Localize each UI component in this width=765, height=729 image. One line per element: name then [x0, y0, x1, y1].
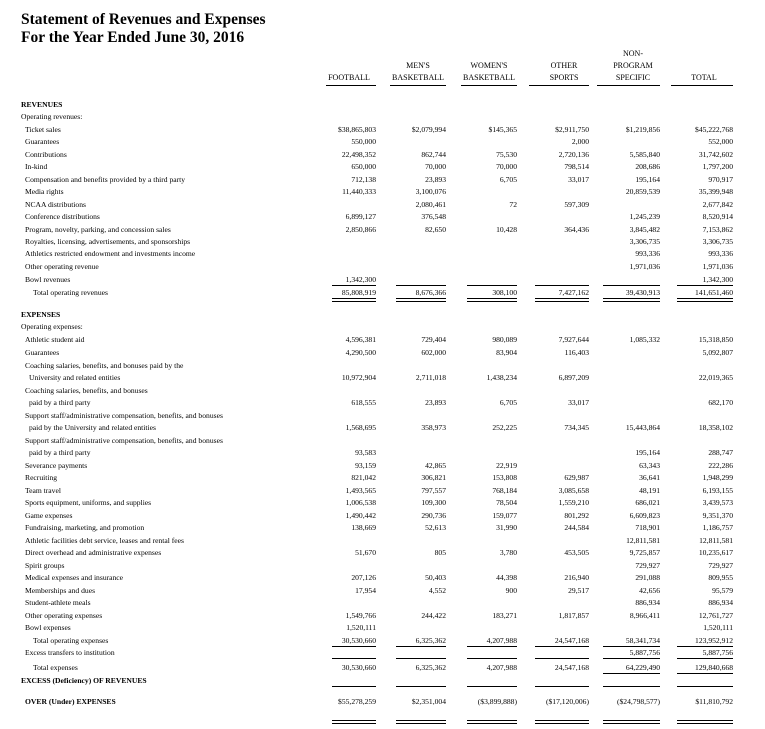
row-label: Total operating expenses — [33, 636, 109, 645]
row-label: In-kind — [25, 162, 48, 171]
amount-cell: 712,138 — [351, 175, 376, 184]
amount-cell: 768,184 — [492, 486, 517, 495]
column-header: MEN'S — [406, 61, 430, 70]
amount-cell: 886,934 — [708, 598, 733, 607]
amount-cell: 970,917 — [708, 175, 733, 184]
amount-cell: 2,720,136 — [558, 150, 589, 159]
amount-cell: 6,705 — [499, 175, 517, 184]
amount-cell: 30,530,660 — [341, 636, 376, 645]
amount-cell: 58,341,734 — [625, 636, 660, 645]
amount-cell: 12,811,581 — [626, 536, 660, 545]
amount-cell: 1,971,036 — [629, 262, 660, 271]
amount-cell: 6,193,155 — [702, 486, 733, 495]
amount-cell: 8,676,366 — [415, 288, 446, 297]
row-label: Compensation and benefits provided by a third party — [25, 175, 186, 184]
total-rule — [603, 658, 660, 659]
amount-cell: 207,126 — [351, 573, 376, 582]
total-rule — [603, 285, 660, 286]
amount-cell: 1,006,538 — [345, 498, 376, 507]
double-underline — [535, 298, 589, 302]
amount-cell: 1,549,766 — [345, 611, 376, 620]
column-header: NON- — [623, 49, 643, 58]
section-heading: EXPENSES — [21, 310, 61, 319]
amount-cell: 797,557 — [421, 486, 446, 495]
amount-cell: 5,092,807 — [702, 348, 733, 357]
amount-cell: 75,530 — [496, 150, 517, 159]
total-rule — [332, 686, 376, 687]
amount-cell: 15,318,850 — [698, 335, 733, 344]
amount-cell: 63,343 — [639, 461, 660, 470]
amount-cell: 10,972,904 — [341, 373, 376, 382]
double-underline — [677, 720, 733, 724]
amount-cell: 23,893 — [425, 398, 446, 407]
amount-cell: 35,399,948 — [698, 187, 733, 196]
amount-cell: 2,850,866 — [345, 225, 376, 234]
amount-cell: 3,306,735 — [629, 237, 660, 246]
statement-period: For the Year Ended June 30, 2016 — [21, 29, 245, 46]
amount-cell: 9,725,857 — [629, 548, 660, 557]
row-label: Contributions — [25, 150, 67, 159]
double-underline — [535, 720, 589, 724]
row-label: Guarantees — [25, 348, 60, 357]
amount-cell: 244,584 — [564, 523, 589, 532]
amount-cell: 734,345 — [564, 423, 589, 432]
amount-cell: 862,744 — [421, 150, 446, 159]
amount-cell: 801,292 — [564, 511, 589, 520]
amount-cell: 1,520,111 — [346, 623, 376, 632]
double-underline — [396, 720, 446, 724]
amount-cell: 24,547,168 — [554, 636, 589, 645]
amount-cell: 1,520,111 — [703, 623, 733, 632]
total-rule — [467, 658, 517, 659]
row-label: Athletic student aid — [25, 335, 85, 344]
amount-cell: 5,887,756 — [629, 648, 660, 657]
amount-cell: 552,000 — [708, 137, 733, 146]
amount-cell: 129,840,668 — [695, 663, 733, 672]
amount-cell: 11,440,333 — [342, 187, 376, 196]
amount-cell: 195,164 — [635, 175, 660, 184]
amount-cell: 886,934 — [635, 598, 660, 607]
amount-cell: 1,438,234 — [486, 373, 517, 382]
total-rule — [467, 285, 517, 286]
amount-cell: $45,222,768 — [695, 125, 733, 134]
row-label: NCAA distributions — [25, 200, 86, 209]
amount-cell: 22,919 — [496, 461, 517, 470]
column-header: TOTAL — [691, 73, 717, 82]
amount-cell: 5,887,756 — [702, 648, 733, 657]
column-header: FOOTBALL — [328, 73, 370, 82]
amount-cell: 4,552 — [428, 586, 446, 595]
amount-cell: 1,186,757 — [702, 523, 733, 532]
row-label: Student-athlete meals — [25, 598, 91, 607]
amount-cell: 7,927,644 — [558, 335, 589, 344]
amount-cell: 364,436 — [564, 225, 589, 234]
row-label: Excess transfers to institution — [25, 648, 115, 657]
double-underline — [603, 298, 660, 302]
amount-cell: 6,705 — [499, 398, 517, 407]
row-label: Team travel — [25, 486, 61, 495]
amount-cell: 51,670 — [355, 548, 376, 557]
amount-cell: 1,568,695 — [345, 423, 376, 432]
amount-cell: 358,973 — [421, 423, 446, 432]
double-underline — [332, 720, 376, 724]
amount-cell: 1,085,332 — [629, 335, 660, 344]
column-header: SPORTS — [549, 73, 579, 82]
amount-cell: 1,948,299 — [702, 473, 733, 482]
amount-cell: 8,966,411 — [629, 611, 660, 620]
row-label: Media rights — [25, 187, 64, 196]
amount-cell: 20,859,539 — [625, 187, 660, 196]
amount-cell: 686,021 — [635, 498, 660, 507]
amount-cell: 1,971,036 — [702, 262, 733, 271]
total-rule — [535, 658, 589, 659]
amount-cell: 29,517 — [568, 586, 589, 595]
double-underline — [396, 298, 446, 302]
double-underline — [677, 298, 733, 302]
amount-cell: 993,336 — [635, 249, 660, 258]
amount-cell: 4,207,988 — [486, 636, 517, 645]
section-heading: OVER (Under) EXPENSES — [25, 697, 116, 706]
amount-cell: 52,613 — [425, 523, 446, 532]
amount-cell: 24,547,168 — [554, 663, 589, 672]
amount-cell: 183,271 — [492, 611, 517, 620]
total-rule — [603, 646, 660, 647]
amount-cell: 3,306,735 — [702, 237, 733, 246]
amount-cell: 85,808,919 — [341, 288, 376, 297]
amount-cell: 22,498,352 — [341, 150, 376, 159]
double-underline — [332, 298, 376, 302]
row-label: Sports equipment, uniforms, and supplies — [25, 498, 152, 507]
row-label: Game expenses — [25, 511, 73, 520]
amount-cell: 30,530,660 — [341, 663, 376, 672]
double-underline — [467, 720, 517, 724]
amount-cell: 4,596,381 — [345, 335, 376, 344]
amount-cell: 900 — [505, 586, 517, 595]
amount-cell: 1,342,300 — [702, 275, 733, 284]
amount-cell: 141,651,460 — [695, 288, 733, 297]
amount-cell: 33,017 — [568, 398, 589, 407]
amount-cell: $38,865,803 — [338, 125, 376, 134]
row-label: paid by the University and related entities — [29, 423, 156, 432]
double-underline — [467, 298, 517, 302]
row-label: paid by a third party — [29, 398, 91, 407]
amount-cell: 729,404 — [421, 335, 446, 344]
row-label: Coaching salaries, benefits, and bonuses — [25, 386, 148, 395]
amount-cell: 980,089 — [492, 335, 517, 344]
amount-cell: 682,170 — [708, 398, 733, 407]
amount-cell: 729,927 — [708, 561, 733, 570]
amount-cell: 116,403 — [564, 348, 589, 357]
row-label: Medical expenses and insurance — [25, 573, 124, 582]
row-label: Athletic facilities debt service, leases and rental fees — [25, 536, 184, 545]
amount-cell: 798,514 — [564, 162, 589, 171]
statement-title: Statement of Revenues and Expenses — [21, 11, 266, 28]
column-header-underline — [326, 85, 376, 86]
amount-cell: 83,904 — [496, 348, 517, 357]
double-underline — [603, 720, 660, 724]
total-rule — [332, 646, 376, 647]
row-label: Operating expenses: — [21, 322, 83, 331]
amount-cell: 153,808 — [492, 473, 517, 482]
amount-cell: 453,505 — [564, 548, 589, 557]
amount-cell: 1,490,442 — [345, 511, 376, 520]
amount-cell: 3,780 — [499, 548, 517, 557]
amount-cell: 3,845,482 — [629, 225, 660, 234]
total-rule — [396, 686, 446, 687]
amount-cell: 10,235,617 — [698, 548, 733, 557]
row-label: Conference distributions — [25, 212, 100, 221]
row-label: Other operating revenue — [25, 262, 99, 271]
amount-cell: 618,555 — [351, 398, 376, 407]
total-rule — [677, 646, 733, 647]
row-label: paid by a third party — [29, 448, 91, 457]
section-heading: EXCESS (Deficiency) OF REVENUES — [21, 676, 147, 685]
amount-cell: 650,000 — [351, 162, 376, 171]
amount-cell: 138,669 — [351, 523, 376, 532]
total-rule — [677, 686, 733, 687]
amount-cell: 10,428 — [496, 225, 517, 234]
amount-cell: 3,439,573 — [702, 498, 733, 507]
total-rule — [677, 285, 733, 286]
amount-cell: 602,000 — [421, 348, 446, 357]
row-label: Spirit groups — [25, 561, 65, 570]
column-header-underline — [529, 85, 589, 86]
amount-cell: 376,548 — [421, 212, 446, 221]
column-header-underline — [597, 85, 660, 86]
amount-cell: 95,579 — [712, 586, 733, 595]
total-rule — [332, 658, 376, 659]
row-label: Program, novelty, parking, and concession sales — [25, 225, 171, 234]
row-label: Severance payments — [25, 461, 88, 470]
amount-cell: 1,342,300 — [345, 275, 376, 284]
amount-cell: 6,325,362 — [415, 663, 446, 672]
row-label: Other operating expenses — [25, 611, 103, 620]
amount-cell: 82,650 — [425, 225, 446, 234]
row-label: Coaching salaries, benefits, and bonuses paid by the — [25, 361, 184, 370]
amount-cell: 1,245,239 — [629, 212, 660, 221]
amount-cell: 2,711,018 — [415, 373, 446, 382]
row-label: Total operating revenues — [33, 288, 108, 297]
amount-cell: 123,952,912 — [695, 636, 733, 645]
amount-cell: 821,042 — [351, 473, 376, 482]
amount-cell: $1,219,856 — [625, 125, 660, 134]
total-rule — [396, 658, 446, 659]
amount-cell: 1,493,565 — [345, 486, 376, 495]
column-header-underline — [461, 85, 517, 86]
amount-cell: 3,100,076 — [415, 187, 446, 196]
total-rule — [535, 686, 589, 687]
amount-cell: 159,077 — [492, 511, 517, 520]
amount-cell: 6,609,823 — [629, 511, 660, 520]
total-rule — [396, 646, 446, 647]
amount-cell: 288,747 — [708, 448, 733, 457]
row-label: Guarantees — [25, 137, 60, 146]
amount-cell: ($3,899,888) — [477, 697, 517, 706]
row-label: Recruiting — [25, 473, 58, 482]
amount-cell: 993,336 — [708, 249, 733, 258]
row-label: Support staff/administrative compensation, benefits, and bonuses — [25, 411, 223, 420]
amount-cell: 42,656 — [639, 586, 660, 595]
amount-cell: 222,286 — [708, 461, 733, 470]
amount-cell: 31,990 — [496, 523, 517, 532]
row-label: Operating revenues: — [21, 112, 83, 121]
amount-cell: 6,897,209 — [558, 373, 589, 382]
amount-cell: 22,019,365 — [698, 373, 733, 382]
row-label: University and related entities — [29, 373, 121, 382]
amount-cell: 291,088 — [635, 573, 660, 582]
column-header: PROGRAM — [613, 61, 653, 70]
amount-cell: 306,821 — [421, 473, 446, 482]
amount-cell: $2,351,004 — [411, 697, 446, 706]
column-header: OTHER — [550, 61, 578, 70]
total-rule — [467, 646, 517, 647]
amount-cell: 78,504 — [496, 498, 517, 507]
amount-cell: 4,207,988 — [486, 663, 517, 672]
total-rule — [603, 673, 660, 674]
total-rule — [332, 285, 376, 286]
amount-cell: 23,893 — [425, 175, 446, 184]
amount-cell: 244,422 — [421, 611, 446, 620]
total-rule — [677, 673, 733, 674]
total-rule — [467, 686, 517, 687]
row-label: Direct overhead and administrative expenses — [25, 548, 162, 557]
amount-cell: 8,520,914 — [702, 212, 733, 221]
amount-cell: 6,325,362 — [415, 636, 446, 645]
amount-cell: 7,427,162 — [558, 288, 589, 297]
row-label: Bowl expenses — [25, 623, 71, 632]
amount-cell: 1,797,200 — [702, 162, 733, 171]
amount-cell: 597,309 — [564, 200, 589, 209]
amount-cell: 18,358,102 — [698, 423, 733, 432]
total-rule — [535, 646, 589, 647]
row-label: Royalties, licensing, advertisements, and sponsorships — [25, 237, 191, 246]
amount-cell: 70,000 — [425, 162, 446, 171]
amount-cell: 550,000 — [351, 137, 376, 146]
amount-cell: ($17,120,006) — [545, 697, 589, 706]
amount-cell: 2,000 — [571, 137, 589, 146]
amount-cell: 15,443,864 — [625, 423, 660, 432]
column-header: BASKETBALL — [392, 73, 444, 82]
amount-cell: 729,927 — [635, 561, 660, 570]
amount-cell: 5,585,840 — [629, 150, 660, 159]
row-label: Fundraising, marketing, and promotion — [25, 523, 145, 532]
amount-cell: 12,761,727 — [698, 611, 733, 620]
row-label: Memberships and dues — [25, 586, 96, 595]
amount-cell: 31,742,602 — [698, 150, 733, 159]
row-label: Support staff/administrative compensation, benefits, and bonuses — [25, 436, 223, 445]
amount-cell: 50,403 — [425, 573, 446, 582]
amount-cell: 109,300 — [421, 498, 446, 507]
total-rule — [677, 658, 733, 659]
amount-cell: 64,229,490 — [625, 663, 660, 672]
amount-cell: 195,164 — [635, 448, 660, 457]
amount-cell: 6,899,127 — [345, 212, 376, 221]
column-header-underline — [671, 85, 733, 86]
amount-cell: 629,987 — [564, 473, 589, 482]
amount-cell: 809,955 — [708, 573, 733, 582]
total-rule — [396, 285, 446, 286]
amount-cell: 718,901 — [635, 523, 660, 532]
amount-cell: 290,736 — [421, 511, 446, 520]
amount-cell: 2,080,461 — [415, 200, 446, 209]
amount-cell: 48,191 — [639, 486, 660, 495]
amount-cell: 93,583 — [355, 448, 376, 457]
total-rule — [535, 285, 589, 286]
amount-cell: 72 — [509, 200, 517, 209]
amount-cell: 42,865 — [425, 461, 446, 470]
amount-cell: 308,100 — [492, 288, 517, 297]
row-label: Ticket sales — [25, 125, 61, 134]
amount-cell: 4,290,500 — [345, 348, 376, 357]
section-heading: REVENUES — [21, 100, 63, 109]
amount-cell: $2,911,750 — [555, 125, 589, 134]
column-header: SPECIFIC — [615, 73, 651, 82]
column-header: WOMEN'S — [470, 61, 508, 70]
amount-cell: 2,677,842 — [702, 200, 733, 209]
amount-cell: 3,085,658 — [558, 486, 589, 495]
row-label: Athletics restricted endowment and investments income — [25, 249, 196, 258]
amount-cell: 805 — [434, 548, 446, 557]
amount-cell: 1,817,857 — [558, 611, 589, 620]
row-label: Total expenses — [33, 663, 78, 672]
amount-cell: 1,559,210 — [558, 498, 589, 507]
amount-cell: $145,365 — [488, 125, 517, 134]
amount-cell: $55,278,259 — [338, 697, 376, 706]
amount-cell: 36,641 — [639, 473, 660, 482]
amount-cell: 216,940 — [564, 573, 589, 582]
amount-cell: 33,017 — [568, 175, 589, 184]
amount-cell: 208,686 — [635, 162, 660, 171]
total-rule — [603, 686, 660, 687]
amount-cell: 44,398 — [496, 573, 517, 582]
amount-cell: 70,000 — [496, 162, 517, 171]
column-header: BASKETBALL — [463, 73, 515, 82]
amount-cell: $2,079,994 — [411, 125, 446, 134]
amount-cell: $11,810,792 — [695, 697, 733, 706]
amount-cell: 17,954 — [355, 586, 376, 595]
amount-cell: ($24,798,577) — [616, 697, 660, 706]
amount-cell: 7,153,862 — [702, 225, 733, 234]
amount-cell: 9,351,370 — [702, 511, 733, 520]
amount-cell: 93,159 — [355, 461, 376, 470]
amount-cell: 39,430,913 — [625, 288, 660, 297]
row-label: Bowl revenues — [25, 275, 71, 284]
amount-cell: 252,225 — [492, 423, 517, 432]
amount-cell: 12,811,581 — [699, 536, 733, 545]
column-header-underline — [390, 85, 446, 86]
